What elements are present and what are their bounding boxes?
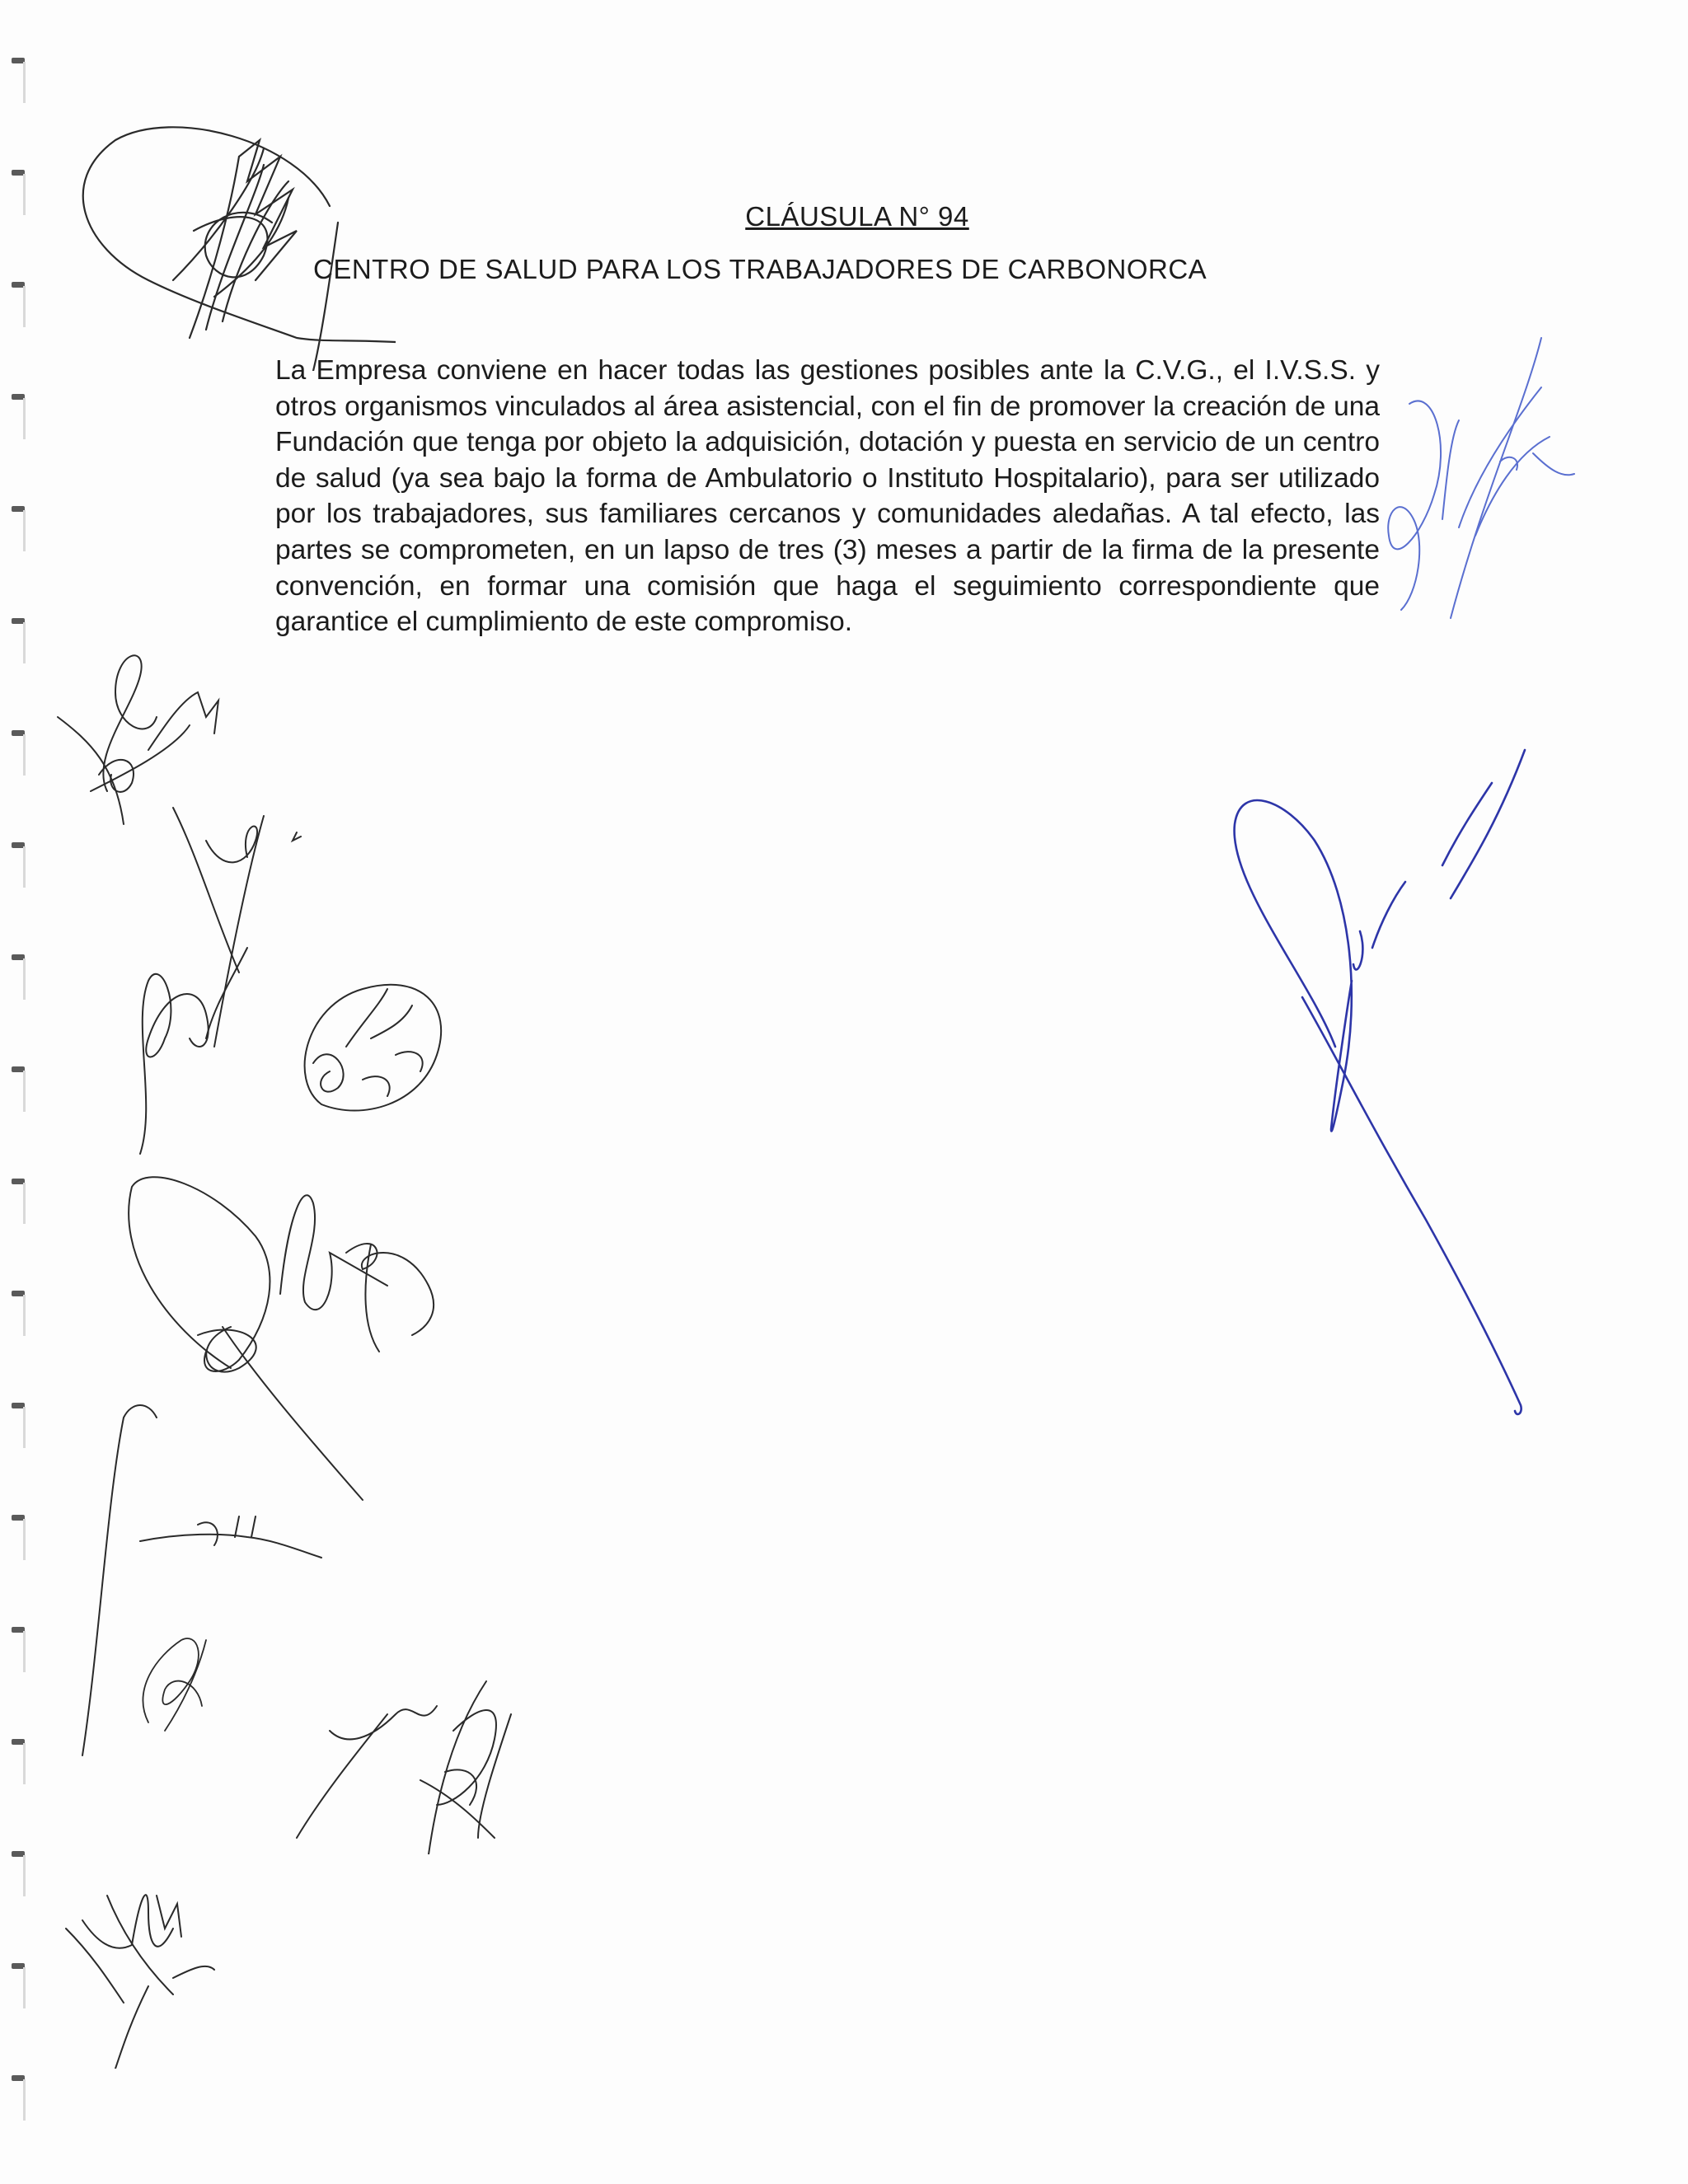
binder-mark xyxy=(12,954,25,960)
binder-mark xyxy=(12,506,25,512)
binder-mark xyxy=(12,1851,25,1857)
signature-bottom-left xyxy=(58,1846,223,2069)
binder-mark xyxy=(12,1179,25,1184)
clause-title: CENTRO DE SALUD PARA LOS TRABAJADORES DE CARBONORCA xyxy=(313,254,1207,284)
signature-right-blue-large xyxy=(1212,733,1566,1418)
signature-middle-oval xyxy=(288,956,470,1137)
binder-mark xyxy=(12,730,25,736)
binder-mark xyxy=(12,1963,25,1969)
signature-left-small xyxy=(124,1624,223,1739)
binder-mark xyxy=(12,170,25,176)
binder-mark xyxy=(12,58,25,63)
signature-bottom-middle xyxy=(288,1665,536,1854)
clause-body: La Empresa conviene en hacer todas las gestiones posibles ante la C.V.G., el I.V.S.S. y otros organismos vinculados al área asistencial, con el fin de promover la creación de una Fundación que tenga por objeto la adquisición, dotación y puesta en servicio de un centro de salud (ya sea bajo la forma de Ambulatorio o Instituto Hospitalario), para ser utilizado por los trabajadores, sus familiares cercanos y comunidades aledañas. A tal efecto, las partes se comprometen, en un lapso de tres (3) meses a partir de la firma de la presente convención, en formar una comisión que haga el seguimiento correspondiente que garantice el cumplimiento de este compromiso. xyxy=(275,355,1380,638)
binder-mark xyxy=(12,1066,25,1072)
signature-top-left xyxy=(49,107,396,371)
binder-mark xyxy=(12,1627,25,1633)
signature-right-blue-top xyxy=(1376,330,1591,643)
binder-mark xyxy=(12,2075,25,2081)
binder-mark xyxy=(12,282,25,288)
binder-mark xyxy=(12,1515,25,1521)
binder-mark xyxy=(12,1291,25,1296)
binder-mark xyxy=(12,1403,25,1408)
binder-mark xyxy=(12,618,25,624)
binder-mark xyxy=(12,394,25,400)
clause-number: CLÁUSULA N° 94 xyxy=(745,201,969,232)
binder-mark xyxy=(12,842,25,848)
binder-mark xyxy=(12,1739,25,1745)
